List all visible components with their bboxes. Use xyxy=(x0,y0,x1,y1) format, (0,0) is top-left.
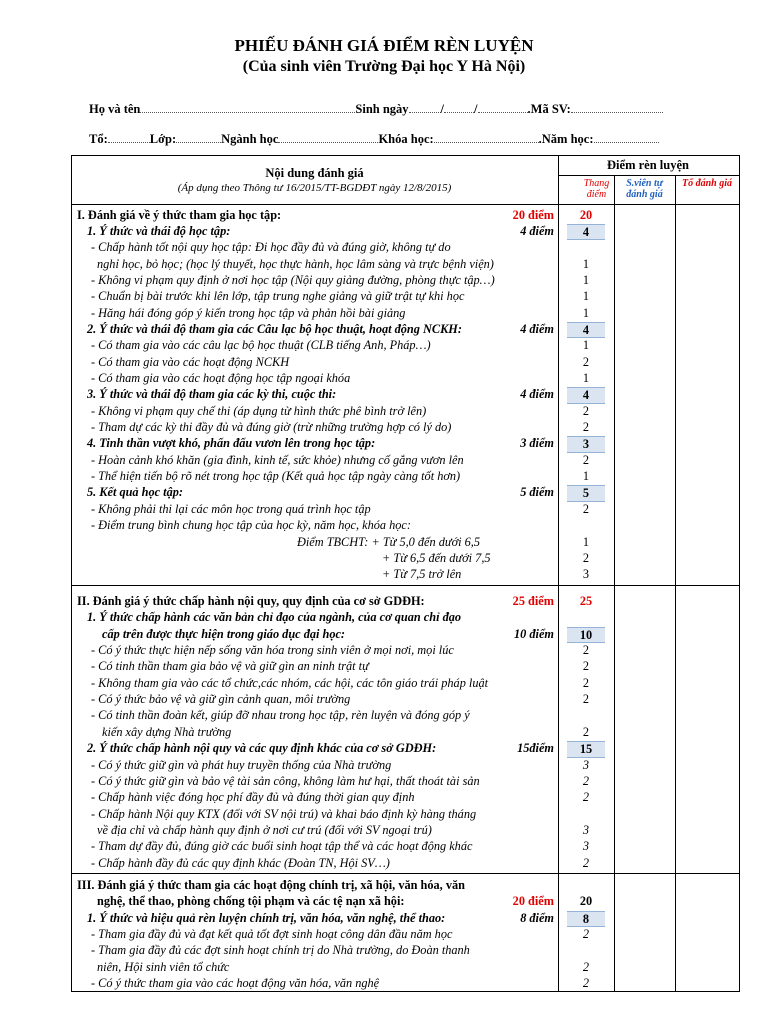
table-bottom-border xyxy=(71,991,740,992)
criteria-row xyxy=(75,740,557,756)
criteria-text: - Chấp hành việc đóng học phí đầy đủ và đúng thời gian quy định xyxy=(91,790,415,805)
criteria-text: - Chấp hành đầy đủ các quy định khác (Đoàn TN, Hội SV…) xyxy=(91,855,390,870)
criteria-text: - Có tham gia vào các câu lạc bộ học thuật (CLB tiếng Anh, Pháp…) xyxy=(91,338,431,353)
criteria-text: - Tham dự các kỳ thi đầy đủ và đúng giờ (trừ những trường hợp có lý do) xyxy=(91,420,452,435)
max-score-cell: 3 xyxy=(582,567,590,582)
criteria-text: 1. Ý thức chấp hành các văn bản chỉ đạo của ngành, của cơ quan chỉ đạo xyxy=(87,610,462,625)
criteria-row xyxy=(75,942,557,958)
slash: / xyxy=(440,102,445,116)
criteria-text: + Từ 6,5 đến dưới 7,5 xyxy=(382,550,491,565)
max-score-cell: 3 xyxy=(582,757,590,772)
criteria-text: 1. Ý thức và thái độ học tập: xyxy=(87,223,231,238)
max-score-cell: 1 xyxy=(582,534,590,549)
criteria-text: 1. Ý thức và hiệu quả rèn luyện chính trị, văn hóa, văn nghệ, thể thao: xyxy=(87,910,446,925)
nganh-hoc-field[interactable] xyxy=(278,133,378,143)
label-nam-hoc: .Năm học: xyxy=(538,132,594,146)
criteria-text: - Có tham gia vào các hoạt động học tập ngoại khóa xyxy=(91,371,351,385)
criteria-text: - Có ý thức giữ gìn và bảo vệ tài sản công, không làm hư hại, thất thoát tài sản xyxy=(91,773,480,788)
criteria-text: - Tham gia đầy đủ và đạt kết quả tốt đợt sinh hoạt công dân đầu năm học xyxy=(91,927,453,942)
criteria-text: - Có ý thức bảo vệ và giữ gìn cảnh quan, môi trường xyxy=(91,692,351,707)
criteria-row xyxy=(75,223,557,239)
student-info-line-2 xyxy=(89,132,659,147)
max-score-cell: 4 xyxy=(567,322,605,339)
criteria-row xyxy=(75,675,557,691)
criteria-row xyxy=(75,370,557,386)
criteria-points: 15điểm xyxy=(517,741,554,756)
criteria-row xyxy=(75,593,557,609)
criteria-text: cấp trên được thực hiện trong giáo dục đại học: xyxy=(102,626,346,641)
form-subtitle: (Của sinh viên Trường Đại học Y Hà Nội) xyxy=(242,58,526,75)
student-info-line-1 xyxy=(89,102,663,117)
header-score-group: Điểm rèn luyện xyxy=(607,158,689,172)
criteria-row xyxy=(75,566,557,582)
criteria-row xyxy=(75,484,557,500)
criteria-text: về địa chỉ và chấp hành quy định ở nơi cư trú (đối với SV ngoại trú) xyxy=(97,822,432,837)
criteria-row xyxy=(75,272,557,288)
criteria-text: - Không vi phạm quy chế thi (áp dụng từ hình thức phê bình trở lên) xyxy=(91,403,427,418)
max-score-cell: 1 xyxy=(582,371,590,385)
column-divider-content xyxy=(558,155,559,992)
criteria-text: I. Đánh giá về ý thức tham gia học tập: xyxy=(77,207,282,222)
label-to: Tổ: xyxy=(89,132,108,146)
max-score-cell: 1 xyxy=(582,256,590,271)
max-score-cell: 5 xyxy=(567,485,605,502)
section-divider-2 xyxy=(71,873,740,874)
criteria-row xyxy=(75,691,557,707)
max-score-cell: 25 xyxy=(579,594,593,608)
nam-hoc-field[interactable] xyxy=(594,133,659,143)
max-score-cell: 10 xyxy=(567,627,605,644)
criteria-text: niên, Hội sinh viên tổ chức xyxy=(97,959,230,974)
header-note: (Áp dụng theo Thông tư 16/2015/TT-BGDĐT ngày 12/8/2015) xyxy=(177,182,452,194)
criteria-row xyxy=(75,959,557,975)
criteria-row xyxy=(75,305,557,321)
form-title: PHIẾU ĐÁNH GIÁ ĐIỂM RÈN LUYỆN xyxy=(234,36,534,55)
criteria-row xyxy=(75,910,557,926)
max-score-cell: 3 xyxy=(582,839,590,854)
max-score-cell: 2 xyxy=(582,724,590,739)
max-score-cell: 4 xyxy=(567,387,605,404)
criteria-row xyxy=(75,337,557,353)
max-score-cell: 2 xyxy=(582,354,590,369)
header-bottom-border xyxy=(71,204,740,205)
criteria-text: - Có tinh thần tham gia bảo vệ và giữ gìn an ninh trật tự xyxy=(91,659,369,674)
criteria-text: + Từ 7,5 trở lên xyxy=(382,567,462,582)
day-field[interactable] xyxy=(409,103,441,113)
month-field[interactable] xyxy=(444,103,474,113)
criteria-row xyxy=(75,877,557,893)
criteria-row xyxy=(75,256,557,272)
criteria-row xyxy=(75,707,557,723)
criteria-row xyxy=(75,435,557,451)
criteria-text: nghệ, thể thao, phòng chống tội phạm và các tệ nạn xã hội: xyxy=(97,894,405,909)
header-col-max: Thang điểm xyxy=(583,178,610,200)
criteria-points: 5 điểm xyxy=(520,485,554,500)
header-divider xyxy=(558,175,740,176)
header-content: Nội dung đánh giá xyxy=(265,166,364,180)
max-score-cell: 1 xyxy=(582,272,590,287)
max-score-cell: 1 xyxy=(582,305,590,320)
max-score-cell: 2 xyxy=(582,550,590,565)
label-nganh-hoc: Ngành học xyxy=(221,132,279,146)
criteria-row xyxy=(75,288,557,304)
ma-sv-field[interactable] xyxy=(571,103,663,113)
header-col-self: S.viên tự đánh giá xyxy=(626,178,663,200)
max-score-cell: 2 xyxy=(582,501,590,516)
max-score-cell: 2 xyxy=(582,452,590,467)
criteria-row xyxy=(75,386,557,402)
max-score-cell: 2 xyxy=(582,927,590,942)
criteria-row xyxy=(75,321,557,337)
criteria-row xyxy=(75,207,557,223)
criteria-row xyxy=(75,855,557,871)
criteria-points: 4 điểm xyxy=(520,223,554,238)
criteria-points: 20 điểm xyxy=(512,207,554,222)
criteria-row xyxy=(75,609,557,625)
criteria-points: 8 điểm xyxy=(520,910,554,925)
max-score-cell: 2 xyxy=(582,773,590,788)
criteria-text: - Không vi phạm quy định ở nơi học tập (Nội quy giảng đường, phòng thực tập…) xyxy=(91,272,495,287)
criteria-text: - Chuẩn bị bài trước khi lên lớp, tập trung nghe giảng và giữ trật tự khi học xyxy=(91,289,465,304)
slash: / xyxy=(474,102,478,116)
criteria-text: kiến xây dựng Nhà trường xyxy=(102,724,232,739)
column-divider-max xyxy=(614,175,615,992)
label-lop: Lớp: xyxy=(149,132,177,146)
header-col-group: Tổ đánh giá xyxy=(681,178,732,189)
label-ma-sv: .Mã SV: xyxy=(527,102,571,116)
max-score-cell: 2 xyxy=(582,959,590,974)
criteria-text: Điểm TBCHT: + Từ 5,0 đến dưới 6,5 xyxy=(297,534,481,549)
criteria-row xyxy=(75,822,557,838)
khoa-hoc-field[interactable] xyxy=(434,133,539,143)
max-score-cell: 8 xyxy=(567,911,605,928)
max-score-cell: 1 xyxy=(582,338,590,353)
criteria-row xyxy=(75,658,557,674)
criteria-text: - Hoàn cảnh khó khăn (gia đình, kinh tế, sức khỏe) nhưng cố gắng vươn lên xyxy=(91,452,464,467)
max-score-cell: 2 xyxy=(582,659,590,674)
criteria-points: 10 điểm xyxy=(514,626,554,641)
criteria-row xyxy=(75,501,557,517)
criteria-text: - Có tham gia vào các hoạt động NCKH xyxy=(91,354,290,369)
max-score-cell: 2 xyxy=(582,403,590,418)
section-divider-1 xyxy=(71,585,740,586)
criteria-text: - Chấp hành tốt nội quy học tập: Đi học đầy đủ và đúng giờ, không tự do xyxy=(91,240,451,255)
criteria-text: - Không tham gia vào các tổ chức,các nhóm, các hội, các tôn giáo trái pháp luật xyxy=(91,675,489,690)
criteria-row xyxy=(75,926,557,942)
max-score-cell: 1 xyxy=(582,469,590,484)
criteria-text: - Có ý thức thực hiện nếp sống văn hóa trong sinh viên ở mọi nơi, mọi lúc xyxy=(91,643,454,658)
max-score-cell: 2 xyxy=(582,790,590,805)
criteria-row xyxy=(75,975,557,991)
criteria-text: - Có tinh thần đoàn kết, giúp đỡ nhau trong học tập, rèn luyện và đóng góp ý xyxy=(91,708,470,723)
criteria-text: - Tham gia đầy đủ các đợt sinh hoạt chính trị do Nhà trường, do Đoàn thanh xyxy=(91,943,470,958)
criteria-text: III. Đánh giá ý thức tham gia các hoạt động chính trị, xã hội, văn hóa, văn xyxy=(77,878,465,892)
criteria-text: 2. Ý thức và thái độ tham gia các Câu lạc bộ học thuật, hoạt động NCKH: xyxy=(87,321,462,336)
max-score-cell: 2 xyxy=(582,855,590,870)
criteria-points: 25 điểm xyxy=(512,594,554,608)
criteria-row xyxy=(75,239,557,255)
max-score-cell: 2 xyxy=(582,675,590,690)
year-field[interactable] xyxy=(478,103,528,113)
ho-va-ten-field[interactable] xyxy=(140,103,355,113)
label-khoa-hoc: Khóa học: xyxy=(378,132,434,146)
criteria-text: - Điểm trung bình chung học tập của học kỳ, năm học, khóa học: xyxy=(91,518,411,533)
max-score-cell: 2 xyxy=(582,420,590,435)
criteria-text: - Có ý thức tham gia vào các hoạt động văn hóa, văn nghệ xyxy=(91,976,380,991)
criteria-row xyxy=(75,534,557,550)
criteria-row xyxy=(75,354,557,370)
table-left-border xyxy=(71,155,72,992)
label-sinh-ngay: Sinh ngày xyxy=(355,102,409,116)
max-score-cell: 20 xyxy=(579,894,593,909)
criteria-row xyxy=(75,403,557,419)
criteria-row xyxy=(75,468,557,484)
criteria-points: 4 điểm xyxy=(520,387,554,402)
criteria-row xyxy=(75,838,557,854)
to-field[interactable] xyxy=(108,133,150,143)
max-score-cell: 15 xyxy=(567,741,605,758)
criteria-row xyxy=(75,773,557,789)
criteria-row xyxy=(75,757,557,773)
criteria-text: - Chấp hành Nội quy KTX (đối với SV nội trú) và khai báo định kỳ hàng tháng xyxy=(91,806,477,821)
criteria-text: II. Đánh giá ý thức chấp hành nội quy, quy định của cơ sở GDĐH: xyxy=(77,594,425,608)
table-right-border xyxy=(739,155,740,992)
criteria-row xyxy=(75,724,557,740)
criteria-row xyxy=(75,789,557,805)
criteria-text: - Có ý thức giữ gìn và phát huy truyền thống của Nhà trường xyxy=(91,757,392,772)
criteria-row xyxy=(75,893,557,909)
max-score-cell: 2 xyxy=(582,976,590,991)
criteria-row xyxy=(75,517,557,533)
criteria-row xyxy=(75,642,557,658)
max-score-cell: 1 xyxy=(582,289,590,304)
criteria-text: - Thể hiện tiến bộ rõ nét trong học tập (Kết quả học tập ngày càng tốt hơn) xyxy=(91,469,461,484)
criteria-row xyxy=(75,806,557,822)
max-score-cell: 2 xyxy=(582,692,590,707)
criteria-text: - Tham dự đầy đủ, đúng giờ các buổi sinh hoạt tập thể và các hoạt động khác xyxy=(91,839,473,854)
column-divider-self xyxy=(675,175,676,992)
criteria-text: - Không phải thi lại các môn học trong quá trình học tập xyxy=(91,501,371,516)
criteria-row xyxy=(75,626,557,642)
lop-field[interactable] xyxy=(176,133,221,143)
criteria-row xyxy=(75,419,557,435)
criteria-text: 2. Ý thức chấp hành nội quy và các quy định khác của cơ sở GDĐH: xyxy=(87,741,437,756)
criteria-row xyxy=(75,550,557,566)
criteria-text: 3. Ý thức và thái độ tham gia các kỳ thi, cuộc thi: xyxy=(87,387,337,402)
criteria-text: nghỉ học, bỏ học; (học lý thuyết, học thực hành, học lâm sàng và trực bệnh viện) xyxy=(97,256,494,271)
table-top-border xyxy=(71,155,740,156)
criteria-text: - Hăng hái đóng góp ý kiến trong học tập và phản hồi bài giảng xyxy=(91,305,406,320)
criteria-text: 4. Tinh thần vượt khó, phấn đấu vươn lên trong học tập: xyxy=(87,436,376,451)
max-score-cell: 3 xyxy=(567,436,605,453)
criteria-points: 4 điểm xyxy=(520,321,554,336)
max-score-cell: 3 xyxy=(582,822,590,837)
label-ho-va-ten: Họ và tên xyxy=(89,102,141,116)
criteria-points: 3 điểm xyxy=(520,436,554,451)
criteria-text: 5. Kết quả học tập: xyxy=(87,485,183,500)
criteria-points: 20 điểm xyxy=(512,894,554,909)
max-score-cell: 2 xyxy=(582,643,590,658)
max-score-cell: 20 xyxy=(579,207,593,222)
criteria-row xyxy=(75,452,557,468)
max-score-cell: 4 xyxy=(567,224,605,241)
